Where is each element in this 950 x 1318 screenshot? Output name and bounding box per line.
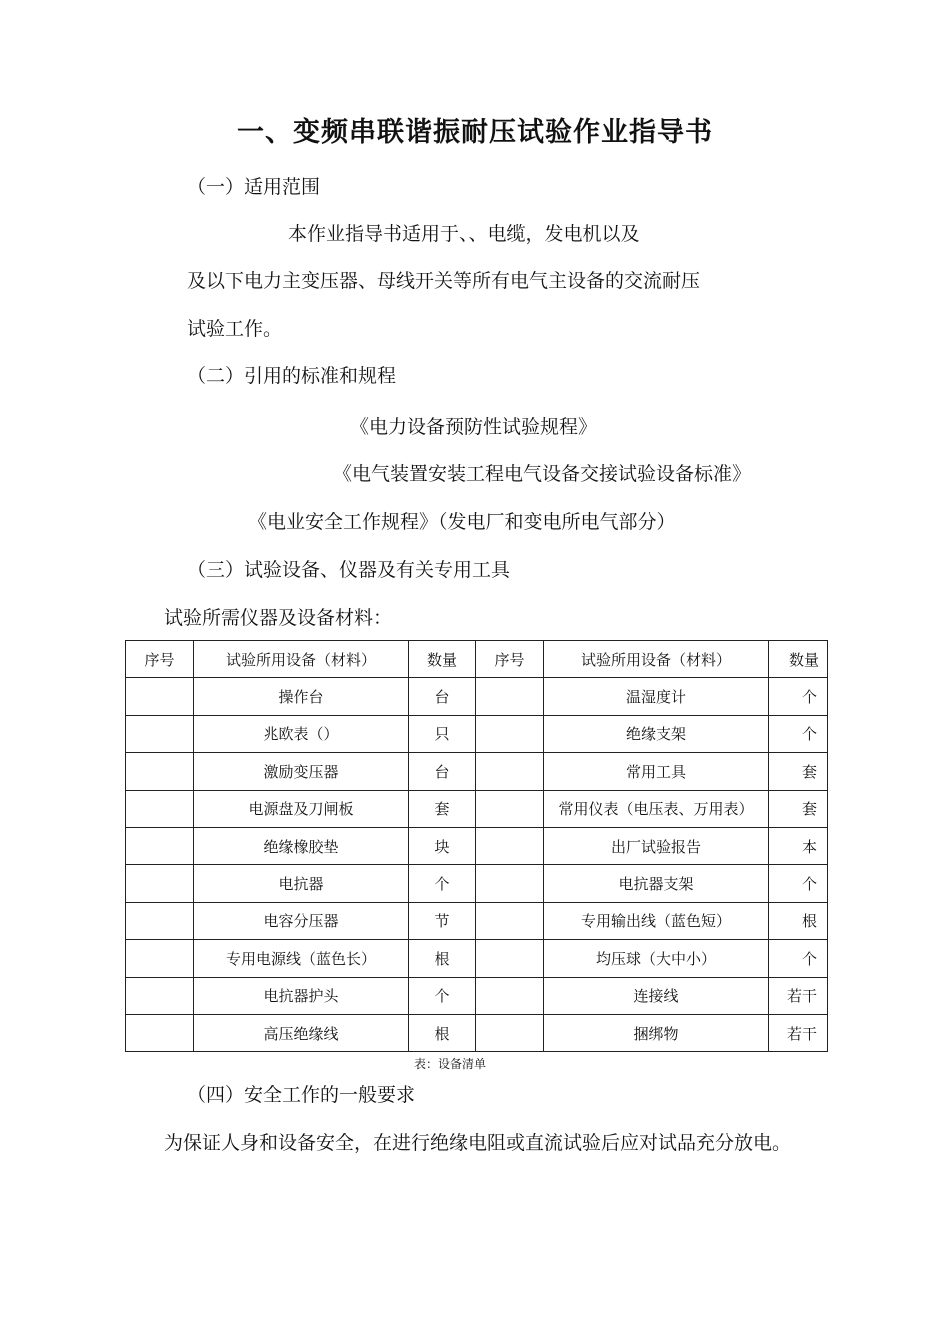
cell-equipment: 常用仪表（电压表、万用表）	[544, 790, 769, 827]
cell-unit: 根	[409, 940, 476, 977]
cell-equipment: 操作台	[194, 678, 409, 715]
cell-index	[126, 1014, 194, 1051]
cell-unit: 个	[769, 678, 828, 715]
cell-index	[126, 790, 194, 827]
cell-index	[126, 827, 194, 864]
section-4-heading: （四）安全工作的一般要求	[187, 1084, 416, 1106]
cell-equipment: 连接线	[544, 977, 769, 1014]
cell-index	[126, 977, 194, 1014]
cell-index	[126, 902, 194, 939]
cell-index	[126, 940, 194, 977]
section-1-heading: （一）适用范围	[187, 176, 321, 198]
header-equipment: 试验所用设备（材料）	[544, 641, 769, 678]
cell-index	[126, 678, 194, 715]
cell-equipment: 温湿度计	[544, 678, 769, 715]
document-title: 一、变频串联谐振耐压试验作业指导书	[237, 117, 713, 148]
cell-equipment: 电抗器护头	[194, 977, 409, 1014]
cell-equipment: 兆欧表（）	[194, 715, 409, 752]
header-index: 序号	[476, 641, 544, 678]
cell-unit: 个	[769, 940, 828, 977]
equipment-intro: 试验所需仪器及设备材料：	[164, 607, 393, 629]
header-quantity: 数量	[769, 641, 828, 678]
cell-unit: 根	[769, 902, 828, 939]
cell-equipment: 电抗器	[194, 865, 409, 902]
cell-unit: 套	[769, 753, 828, 790]
table-row	[126, 902, 828, 939]
cell-equipment: 专用电源线（蓝色长）	[194, 940, 409, 977]
cell-index	[476, 715, 544, 752]
cell-equipment: 捆绑物	[544, 1014, 769, 1051]
table-row	[126, 678, 828, 715]
section-1-line-1: 本作业指导书适用于、、电缆，发电机以及	[288, 223, 640, 245]
cell-equipment: 专用输出线（蓝色短）	[544, 902, 769, 939]
section-3-heading: （三）试验设备、仪器及有关专用工具	[187, 559, 511, 581]
table-header-row	[126, 641, 828, 678]
cell-index	[476, 977, 544, 1014]
cell-index	[476, 827, 544, 864]
table-row	[126, 865, 828, 902]
table-caption: 表：设备清单	[413, 1057, 486, 1071]
cell-equipment: 高压绝缘线	[194, 1014, 409, 1051]
cell-equipment: 电容分压器	[194, 902, 409, 939]
section-2-heading: （二）引用的标准和规程	[187, 365, 397, 387]
cell-unit: 只	[409, 715, 476, 752]
cell-equipment: 均压球（大中小）	[544, 940, 769, 977]
cell-unit: 本	[769, 827, 828, 864]
table-row	[126, 1014, 828, 1051]
table-row	[126, 827, 828, 864]
cell-index	[476, 790, 544, 827]
cell-unit: 个	[409, 977, 476, 1014]
cell-index	[476, 940, 544, 977]
table-row	[126, 977, 828, 1014]
cell-unit: 节	[409, 902, 476, 939]
cell-unit: 个	[409, 865, 476, 902]
cell-equipment: 电抗器支架	[544, 865, 769, 902]
cell-equipment: 绝缘橡胶垫	[194, 827, 409, 864]
cell-index	[476, 865, 544, 902]
cell-index	[476, 902, 544, 939]
section-1-line-3: 试验工作。	[187, 318, 283, 340]
cell-equipment: 激励变压器	[194, 753, 409, 790]
section-1-line-2: 及以下电力主变压器、母线开关等所有电气主设备的交流耐压	[187, 270, 701, 292]
cell-equipment: 绝缘支架	[544, 715, 769, 752]
cell-unit: 根	[409, 1014, 476, 1051]
cell-unit: 若干	[769, 1014, 828, 1051]
cell-index	[126, 753, 194, 790]
cell-unit: 台	[409, 678, 476, 715]
cell-index	[476, 753, 544, 790]
table-row	[126, 940, 828, 977]
cell-equipment: 常用工具	[544, 753, 769, 790]
cell-unit: 若干	[769, 977, 828, 1014]
cell-index	[476, 678, 544, 715]
header-equipment: 试验所用设备（材料）	[194, 641, 409, 678]
table-row	[126, 715, 828, 752]
cell-unit: 台	[409, 753, 476, 790]
safety-requirement-text: 为保证人身和设备安全，在进行绝缘电阻或直流试验后应对试品充分放电。	[164, 1132, 792, 1154]
standard-reference-1: 《电力设备预防性试验规程》	[350, 416, 598, 438]
table-row	[126, 753, 828, 790]
cell-unit: 套	[769, 790, 828, 827]
standard-reference-2: 《电气装置安装工程电气设备交接试验设备标准》	[333, 463, 752, 485]
cell-unit: 套	[409, 790, 476, 827]
header-index: 序号	[126, 641, 194, 678]
cell-index	[126, 715, 194, 752]
table-row	[126, 790, 828, 827]
cell-index	[476, 1014, 544, 1051]
header-quantity: 数量	[409, 641, 476, 678]
cell-unit: 块	[409, 827, 476, 864]
cell-unit: 个	[769, 715, 828, 752]
equipment-table	[125, 640, 828, 1052]
cell-unit: 个	[769, 865, 828, 902]
cell-index	[126, 865, 194, 902]
cell-equipment: 出厂试验报告	[544, 827, 769, 864]
standard-reference-3: 《电业安全工作规程》（发电厂和变电所电气部分）	[248, 511, 676, 533]
cell-equipment: 电源盘及刀闸板	[194, 790, 409, 827]
